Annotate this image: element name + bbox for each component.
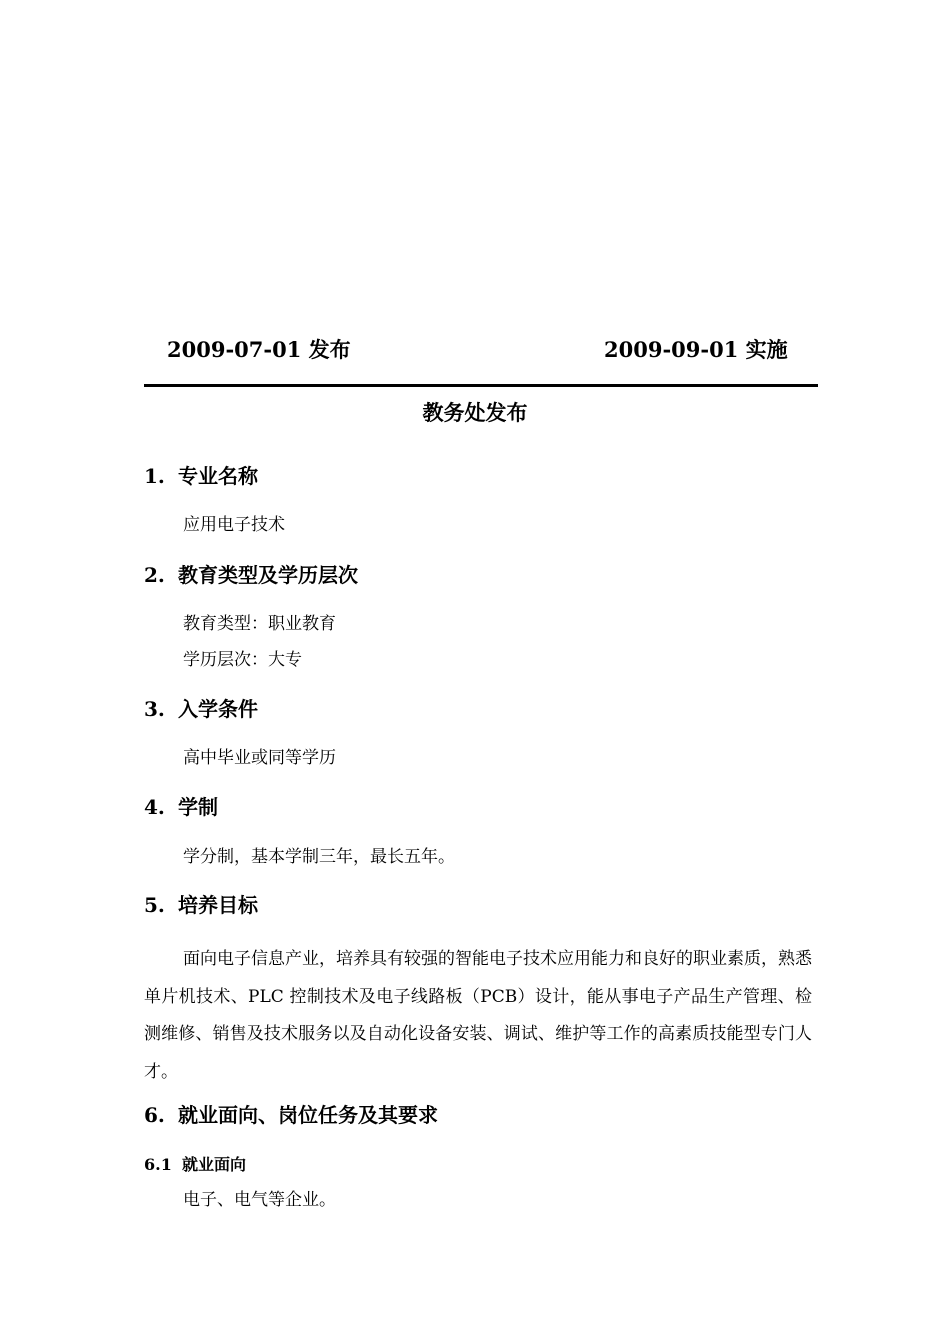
subsection-heading-6-1	[144, 1153, 246, 1177]
section-heading-2	[144, 561, 358, 589]
section-number: 5.	[144, 893, 165, 917]
subsection-6-1-line-1: 电子、电气等企业。	[183, 1190, 336, 1210]
section-heading-5	[144, 891, 258, 919]
subsection-number: 6.1	[144, 1155, 172, 1174]
section-heading-1	[144, 462, 258, 490]
section-number: 6.	[144, 1103, 165, 1127]
section-heading-4	[144, 793, 218, 821]
section-4-line-1: 学分制，基本学制三年，最长五年。	[183, 847, 455, 867]
header-divider	[144, 384, 818, 387]
section-title: 专业名称	[178, 464, 258, 488]
section-title: 入学条件	[178, 697, 258, 721]
section-number: 2.	[144, 563, 165, 587]
subsection-title: 就业面向	[182, 1155, 247, 1174]
section-title: 就业面向、岗位任务及其要求	[178, 1103, 438, 1127]
section-number: 1.	[144, 464, 165, 488]
section-2-line-2: 学历层次：大专	[183, 650, 302, 670]
section-title: 学制	[178, 795, 218, 819]
training-goal-paragraph: 面向电子信息产业，培养具有较强的智能电子技术应用能力和良好的职业素质，熟悉单片机技术、PLC 控制技术及电子线路板（PCB）设计，能从事电子产品生产管理、检测维修、销售及技术服务以及自动化设备安装、调试、维护等工作的高素质技能型专门人才。	[144, 949, 812, 1082]
section-1-line-1: 应用电子技术	[183, 515, 285, 535]
section-number: 3.	[144, 697, 165, 721]
section-heading-6	[144, 1101, 438, 1129]
publish-date: 2009-07-01 发布	[167, 337, 351, 362]
section-number: 4.	[144, 795, 165, 819]
section-2-line-1: 教育类型：职业教育	[183, 614, 336, 634]
section-title: 教育类型及学历层次	[178, 563, 358, 587]
section-title: 培养目标	[178, 893, 258, 917]
section-3-line-1: 高中毕业或同等学历	[183, 748, 336, 768]
issuer-title: 教务处发布	[422, 400, 528, 425]
effective-date: 2009-09-01 实施	[604, 337, 788, 362]
section-heading-3	[144, 695, 258, 723]
